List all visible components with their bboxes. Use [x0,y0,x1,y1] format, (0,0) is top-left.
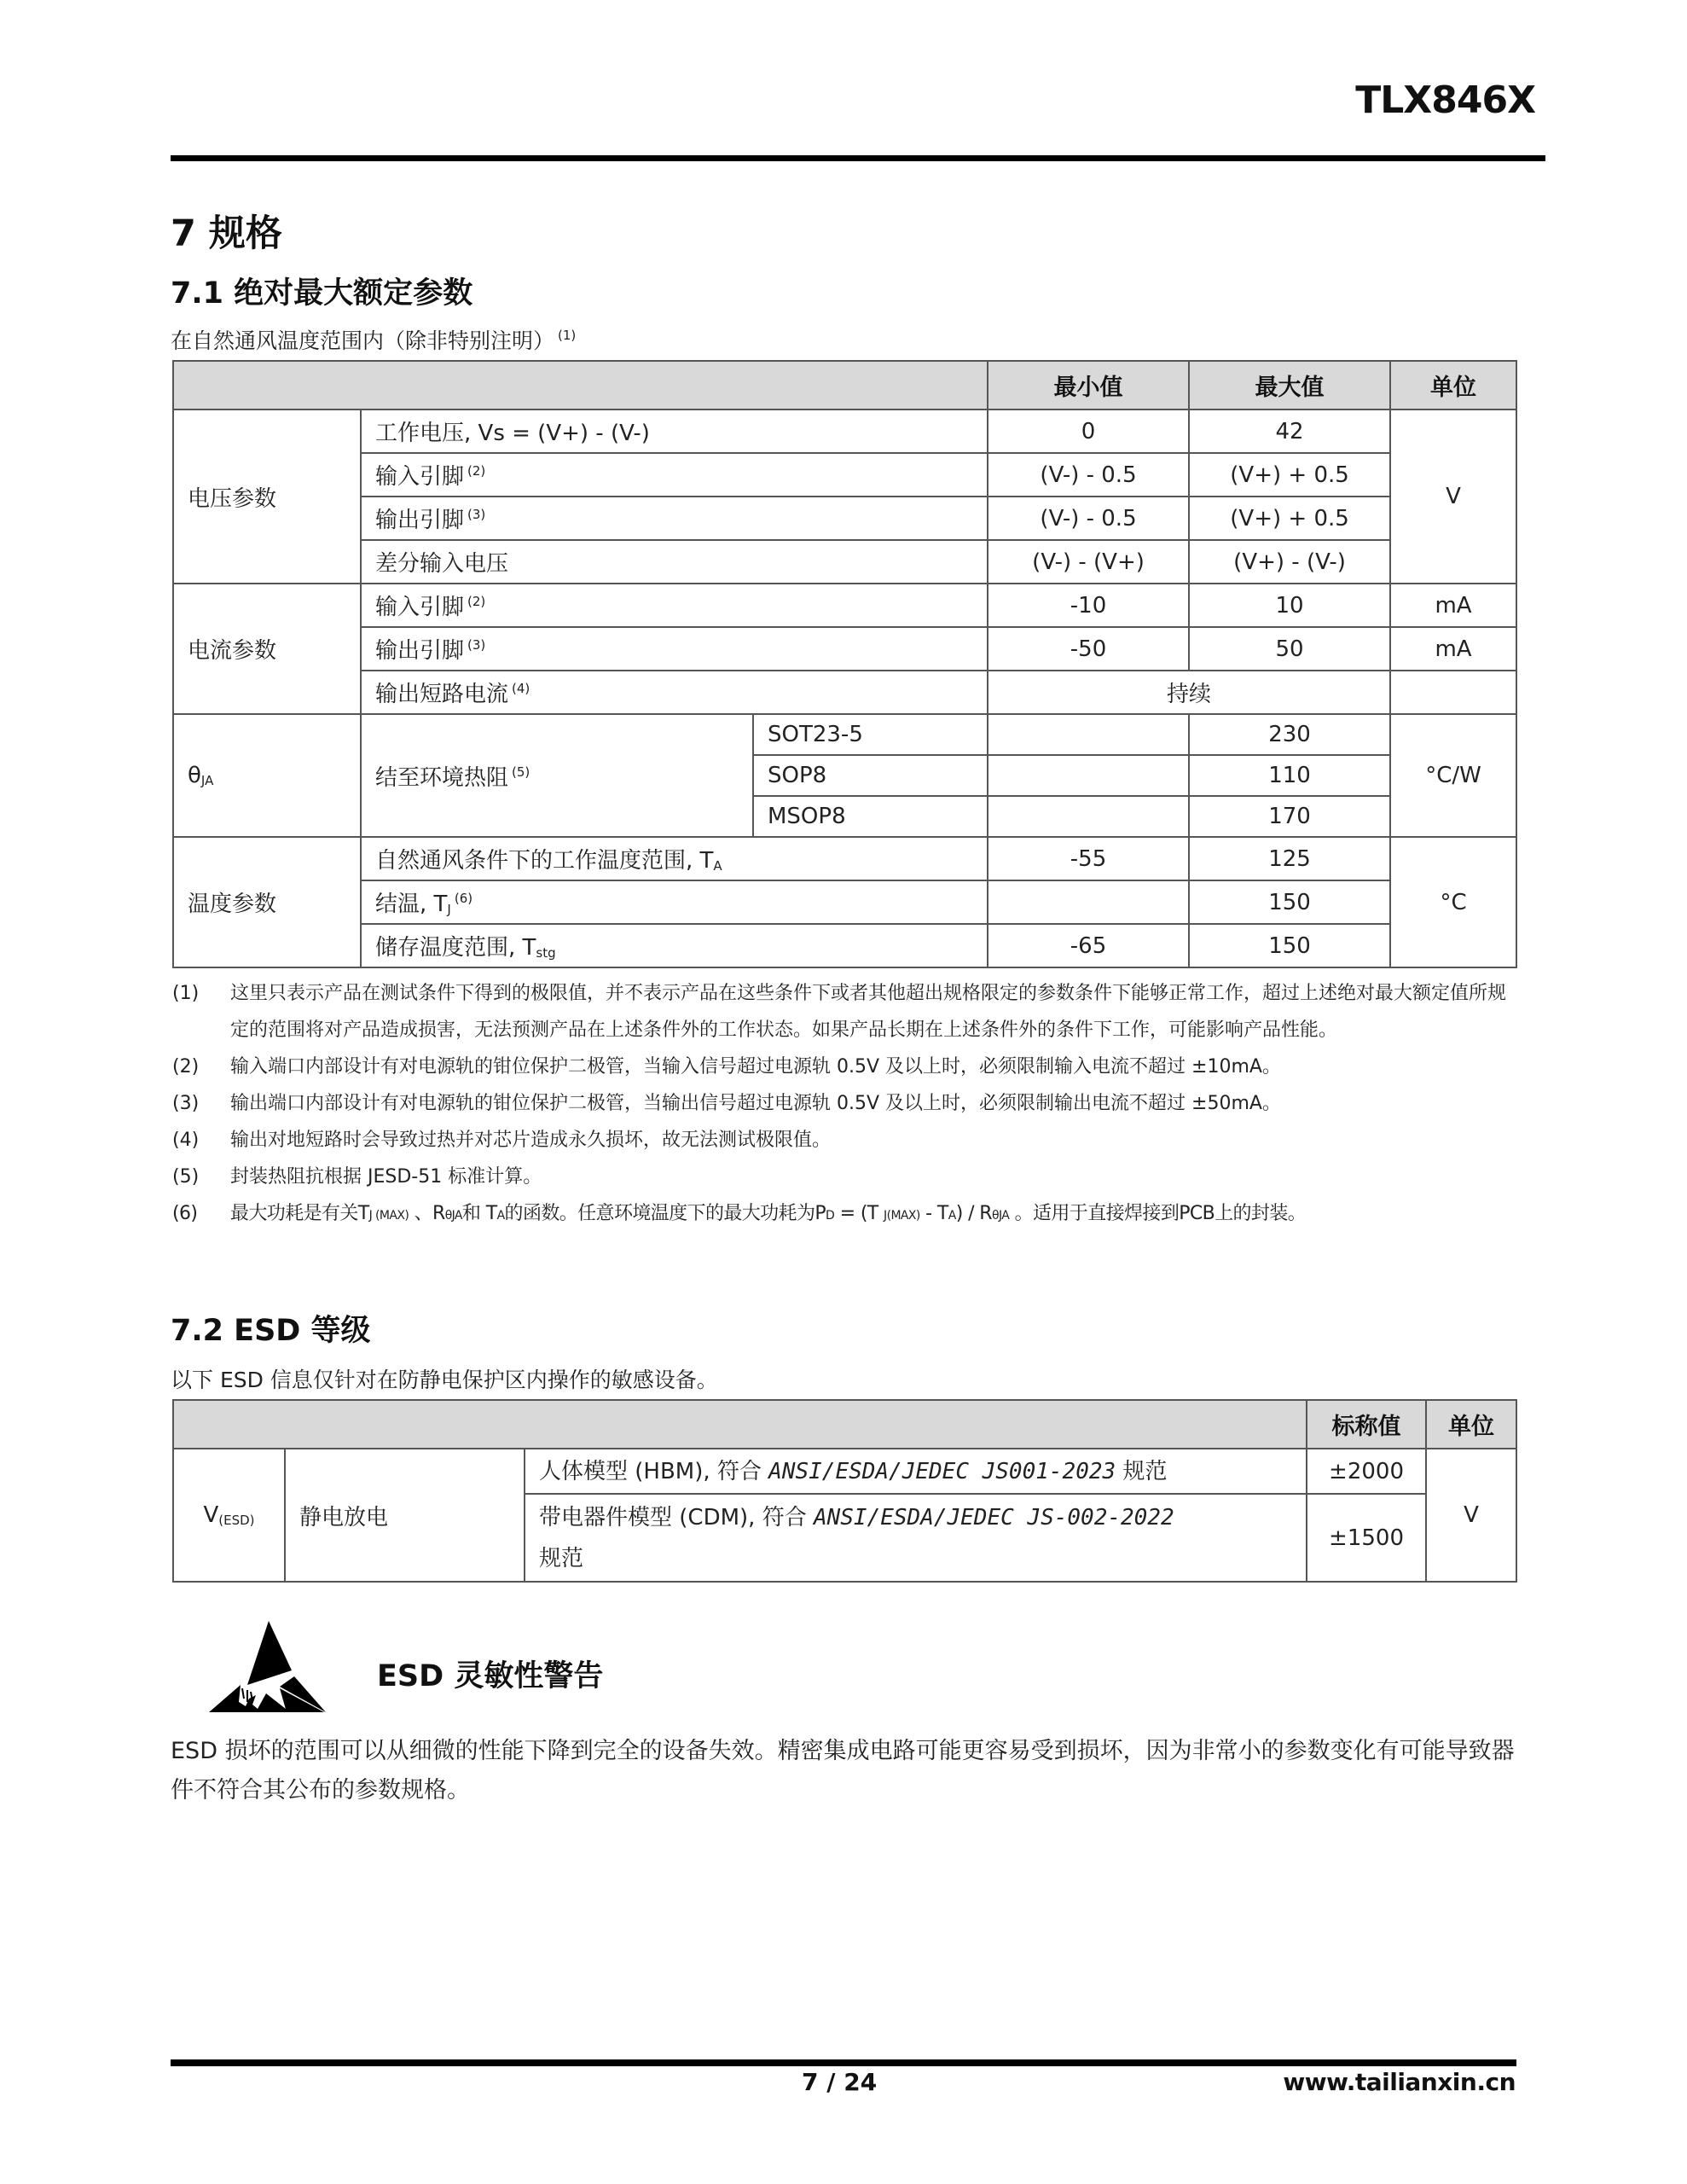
param-cell [361,837,988,880]
min-cell: -65 [988,924,1189,967]
max-cell: 42 [1189,410,1390,453]
min-cell: (V-) - (V+) [988,540,1189,584]
max-cell: (V+) + 0.5 [1189,497,1390,540]
document-title: TLX846X [1355,78,1535,122]
param-label: 工作电压, Vs = (V+) - (V-) [375,421,650,446]
param-label: 自然通风条件下的工作温度范围, T [375,848,714,874]
note-item [171,975,1518,1048]
value-cell: ±1500 [1307,1494,1426,1582]
footnote-ref: (2) [467,594,486,609]
esd-warning-body: ESD 损坏的范围可以从细微的性能下降到完全的设备失效。精密集成电路可能更容易受到损坏，因为非常小的参数变化有可能导致器件不符合其公布的参数规格。 [171,1738,1515,1804]
table-row [173,714,1516,755]
table-row [173,1449,1516,1494]
min-cell: (V-) - 0.5 [988,453,1189,497]
min-cell [988,714,1189,755]
note-number: (3) [172,1093,200,1114]
note-text: 和 T [461,1203,497,1224]
group-voltage: 电压参数 [173,410,361,584]
param-cell [361,453,988,497]
header-max: 最大值 [1189,361,1390,410]
esd-symbol: V [203,1502,219,1528]
desc-text: 规范 [539,1545,584,1571]
min-cell [988,755,1189,796]
header-min: 最小值 [988,361,1189,410]
param-cell [361,497,988,540]
note-text: = (T [834,1203,884,1224]
min-cell: -10 [988,584,1189,627]
note-text: 输入端口内部设计有对电源轨的钳位保护二极管，当输入信号超过电源轨 0.5V 及以上时，必须限制输入电流不超过 ±10mA。 [230,1056,1281,1077]
min-cell [988,880,1189,924]
note-item [171,1122,1518,1159]
note-subscript: J(MAX) [884,1209,920,1223]
table-header-row [173,1400,1516,1449]
table-row [173,924,1516,967]
param-label: 输入引脚 [375,595,465,620]
param-label: 输出短路电流 [375,682,509,707]
header-blank [173,361,988,410]
table-notes [171,975,1518,1234]
param-cell [361,924,988,967]
min-cell: (V-) - 0.5 [988,497,1189,540]
note-text: 、R [409,1203,445,1224]
unit-cell: V [1426,1449,1516,1582]
note-item [171,1048,1518,1085]
max-cell: (V+) - (V-) [1189,540,1390,584]
param-cell [361,540,988,584]
esd-intro: 以下 ESD 信息仅针对在防静电保护区内操作的敏感设备。 [171,1368,718,1392]
param-label: 结温, T [375,892,448,917]
group-thermal [173,714,361,837]
subsection-heading-esd: 7.2 ESD 等级 [171,1314,371,1348]
param-subscript: stg [536,945,556,961]
subsection-heading-abs-max: 7.1 绝对最大额定参数 [171,276,473,311]
header-nominal: 标称值 [1307,1400,1426,1449]
unit-cell: mA [1390,584,1516,627]
param-label: 储存温度范围, T [375,935,536,961]
footnote-ref: (2) [467,463,486,479]
package-cell: SOP8 [753,755,988,796]
esd-param-cell: 静电放电 [285,1449,525,1582]
max-cell: 125 [1189,837,1390,880]
table-header-row [173,361,1516,410]
header-rule [171,155,1545,161]
esd-desc-cell [525,1449,1307,1494]
max-cell: (V+) + 0.5 [1189,453,1390,497]
param-label: 输入引脚 [375,464,465,490]
value-cell: ±2000 [1307,1449,1426,1494]
table-row [173,453,1516,497]
note-text: 封装热阻抗根据 JESD-51 标准计算。 [230,1166,542,1188]
min-cell: -55 [988,837,1189,880]
param-subscript: J [447,902,451,917]
header-unit: 单位 [1426,1400,1516,1449]
note-subscript: J (MAX) [368,1209,409,1223]
table-row [173,540,1516,584]
note-text: 。适用于直接焊接到PCB上的封装。 [1009,1203,1307,1224]
note-number: (5) [172,1166,200,1188]
footnote-ref: (1) [558,328,577,343]
desc-text: 规范 [1116,1458,1168,1484]
desc-text: 带电器件模型 (CDM), 符合 [539,1504,814,1531]
max-cell: 170 [1189,796,1390,837]
note-text: 的函数。任意环境温度下的最大功耗为P [504,1203,826,1224]
page-number: 7 / 24 [802,2068,878,2096]
note-subscript: θJA [991,1209,1010,1223]
note-subscript: θJA [444,1209,462,1223]
desc-text: 人体模型 (HBM), 符合 [539,1458,769,1484]
param-cell [361,880,988,924]
param-cell [361,627,988,671]
min-cell: 0 [988,410,1189,453]
standard-name: ANSI/ESDA/JEDEC JS-002-2022 [813,1504,1174,1531]
span-value-cell: 持续 [988,671,1390,714]
unit-cell [1390,671,1516,714]
section-heading: 7 规格 [171,212,282,255]
note-text: - T [919,1203,948,1224]
param-label: 输出引脚 [375,638,465,664]
website-link[interactable]: www.tailianxin.cn [1283,2068,1516,2096]
param-label: 输出引脚 [375,508,465,533]
param-cell [361,584,988,627]
note-subscript: D [826,1209,835,1223]
esd-symbol-subscript: (ESD) [218,1513,255,1528]
param-cell [361,671,988,714]
param-cell [361,714,753,837]
abs-max-table [172,360,1517,968]
esd-warning-title: ESD 灵敏性警告 [377,1659,604,1693]
max-cell: 230 [1189,714,1390,755]
max-cell: 150 [1189,924,1390,967]
package-cell: MSOP8 [753,796,988,837]
group-temperature: 温度参数 [173,837,361,967]
header-blank [173,1400,1307,1449]
table-row [173,837,1516,880]
max-cell: 150 [1189,880,1390,924]
note-number: (4) [172,1130,200,1151]
note-number: (2) [172,1056,200,1077]
table-row [173,627,1516,671]
param-label: 结至环境热阻 [375,764,509,791]
note-text: 这里只表示产品在测试条件下得到的极限值，并不表示产品在这些条件下或者其他超出规格限定的参数条件下能够正常工作，超过上述绝对最大额定值所规定的范围将对产品造成损害，无法预测产品在上述条件外的工作状态。如果产品长期在上述条件外的条件下工作，可能影响产品性能。 [230,983,1507,1041]
unit-cell: V [1390,410,1516,584]
footnote-ref: (3) [467,637,486,653]
note-item [171,1159,1518,1195]
min-cell: -50 [988,627,1189,671]
footnote-ref: (5) [512,764,530,780]
esd-desc-cell [525,1494,1307,1582]
esd-symbol-cell [173,1449,285,1582]
param-label: 差分输入电压 [375,551,509,577]
footnote-ref: (3) [467,507,486,522]
note-text: 输出对地短路时会导致过热并对芯片造成永久损坏，故无法测试极限值。 [230,1130,832,1151]
theta-symbol: θ [188,763,201,788]
unit-cell: °C/W [1390,714,1516,837]
note-subscript: A [948,1209,956,1223]
note-item [171,1195,1518,1234]
table-row [173,671,1516,714]
note-number: (1) [172,983,200,1004]
group-current: 电流参数 [173,584,361,714]
max-cell: 10 [1189,584,1390,627]
esd-sensitive-icon [205,1617,328,1715]
note-text: 最大功耗是有关T [230,1203,369,1224]
note-text: ) / R [955,1203,992,1224]
note-number: (6) [172,1203,198,1224]
conditions-text: 在自然通风温度范围内（除非特别注明） [171,328,555,353]
footnote-ref: (4) [512,681,530,696]
package-cell: SOT23-5 [753,714,988,755]
max-cell: 110 [1189,755,1390,796]
param-subscript: A [713,858,722,874]
unit-cell: mA [1390,627,1516,671]
footnote-ref: (6) [454,891,473,906]
table-row [173,880,1516,924]
min-cell [988,796,1189,837]
footer-rule [171,2059,1516,2066]
note-item [171,1085,1518,1122]
header-unit: 单位 [1390,361,1516,410]
table-row [173,410,1516,453]
standard-name: ANSI/ESDA/JEDEC JS001-2023 [768,1458,1116,1484]
esd-table [172,1399,1517,1583]
abs-max-conditions [171,324,576,355]
note-text: 输出端口内部设计有对电源轨的钳位保护二极管，当输出信号超过电源轨 0.5V 及以上时，必须限制输出电流不超过 ±50mA。 [230,1093,1281,1114]
table-row [173,584,1516,627]
max-cell: 50 [1189,627,1390,671]
theta-subscript: JA [200,773,214,788]
note-subscript: A [496,1209,505,1223]
table-row [173,497,1516,540]
param-cell [361,410,988,453]
unit-cell: °C [1390,837,1516,967]
